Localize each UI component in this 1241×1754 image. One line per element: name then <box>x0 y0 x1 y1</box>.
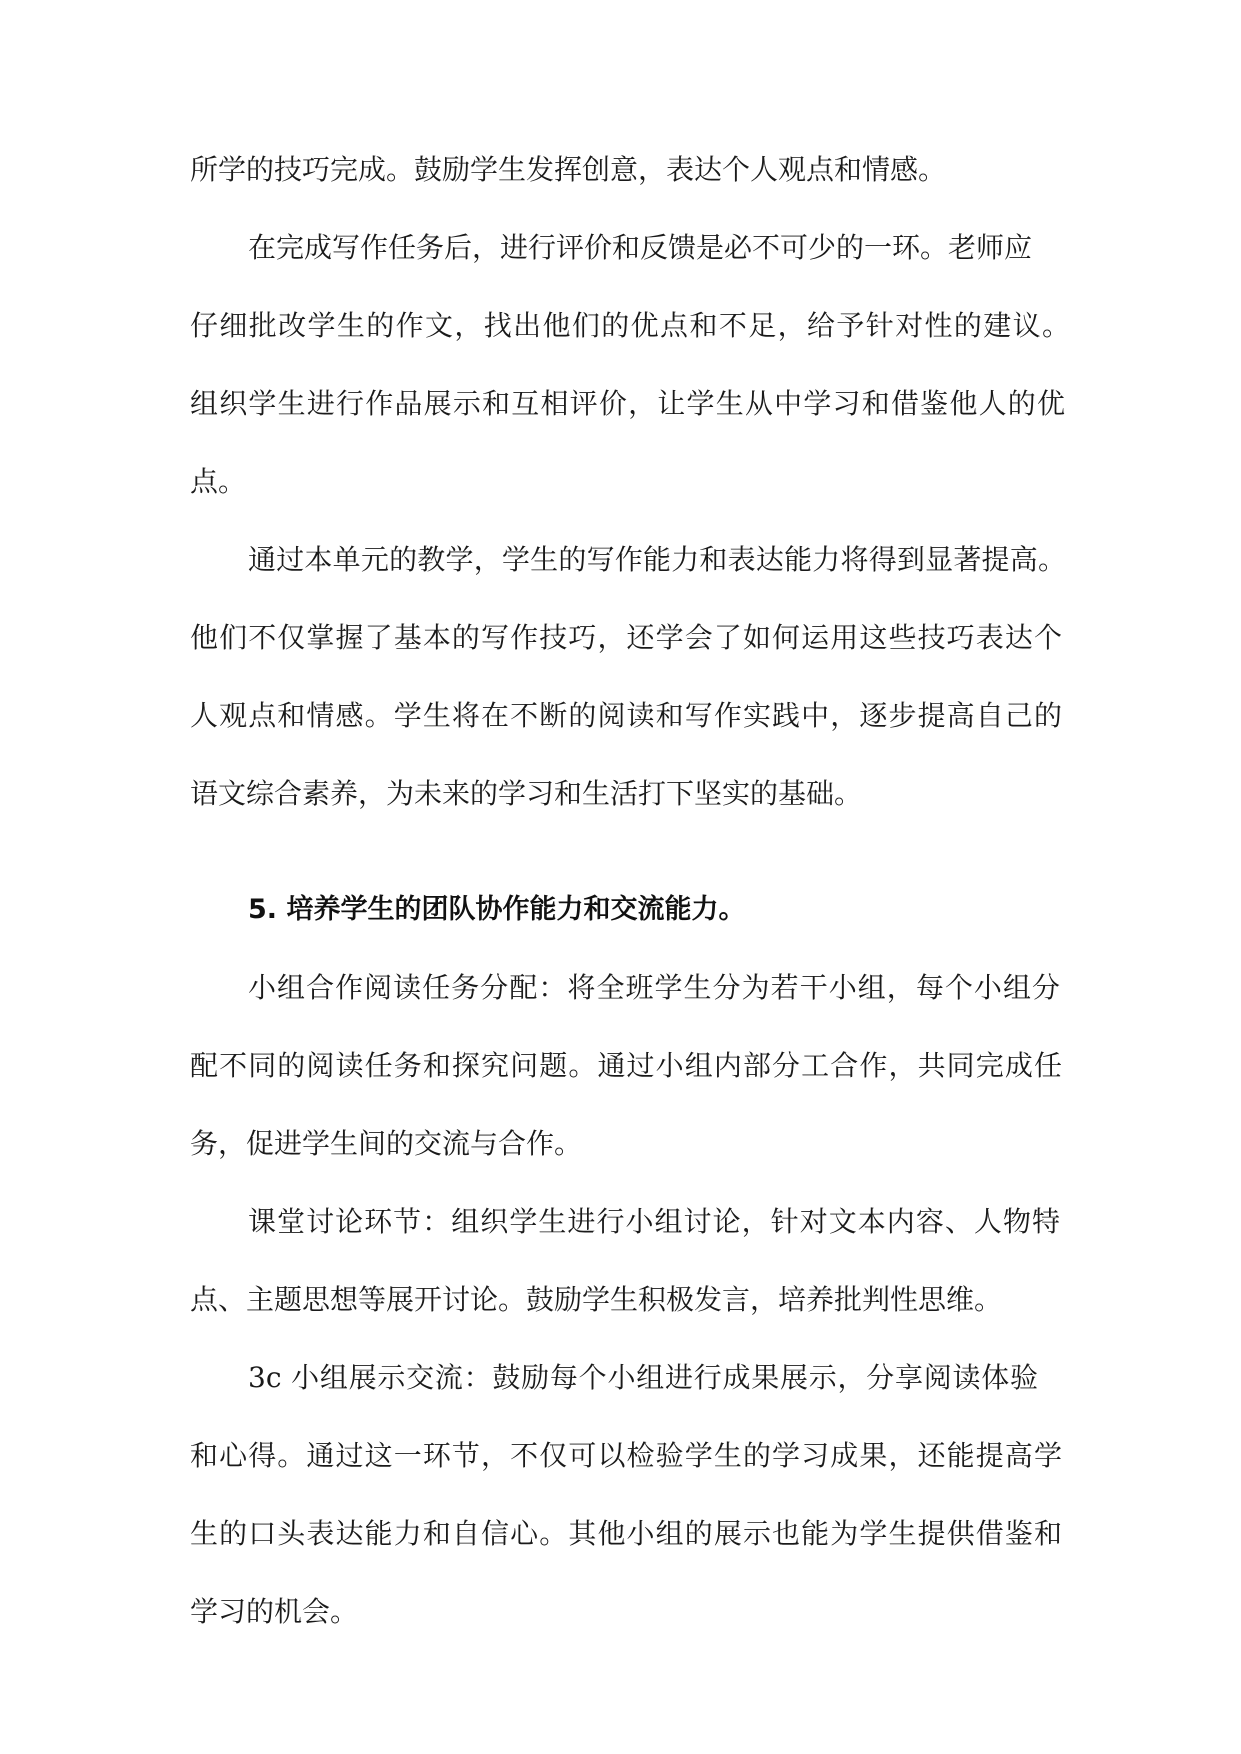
paragraph-line: 仔细批改学生的作文，找出他们的优点和不足，给予针对性的建议。 <box>190 309 1070 342</box>
paragraph-line: 组织学生进行作品展示和互相评价，让学生从中学习和借鉴他人的优 <box>190 387 1065 420</box>
paragraph-line: 配不同的阅读任务和探究问题。通过小组内部分工合作，共同完成任 <box>190 1049 1062 1082</box>
paragraph-line: 课堂讨论环节：组织学生进行小组讨论，针对文本内容、人物特 <box>248 1205 1060 1238</box>
paragraph-line: 生的口头表达能力和自信心。其他小组的展示也能为学生提供借鉴和 <box>190 1517 1062 1550</box>
paragraph-line: 和心得。通过这一环节，不仅可以检验学生的学习成果，还能提高学 <box>190 1439 1062 1472</box>
paragraph-line: 学习的机会。 <box>190 1595 359 1628</box>
paragraph-line: 通过本单元的教学，学生的写作能力和表达能力将得到显著提高。 <box>248 543 1066 576</box>
paragraph-line: 点、主题思想等展开讨论。鼓励学生积极发言，培养批判性思维。 <box>190 1283 1003 1316</box>
paragraph-line: 小组合作阅读任务分配：将全班学生分为若干小组，每个小组分 <box>248 971 1060 1004</box>
paragraph-line: 他们不仅掌握了基本的写作技巧，还学会了如何运用这些技巧表达个 <box>190 621 1062 654</box>
section-heading: 5. 培养学生的团队协作能力和交流能力。 <box>248 894 746 925</box>
paragraph-line: 点。 <box>190 465 247 498</box>
paragraph-line: 在完成写作任务后，进行评价和反馈是必不可少的一环。老师应 <box>248 231 1033 264</box>
paragraph-line: 所学的技巧完成。鼓励学生发挥创意，表达个人观点和情感。 <box>190 153 947 186</box>
paragraph-line: 3c 小组展示交流：鼓励每个小组进行成果展示，分享阅读体验 <box>248 1361 1038 1394</box>
paragraph-line: 务，促进学生间的交流与合作。 <box>190 1127 583 1160</box>
paragraph-line: 语文综合素养，为未来的学习和生活打下坚实的基础。 <box>190 777 863 810</box>
paragraph-line: 人观点和情感。学生将在不断的阅读和写作实践中，逐步提高自己的 <box>190 699 1062 732</box>
